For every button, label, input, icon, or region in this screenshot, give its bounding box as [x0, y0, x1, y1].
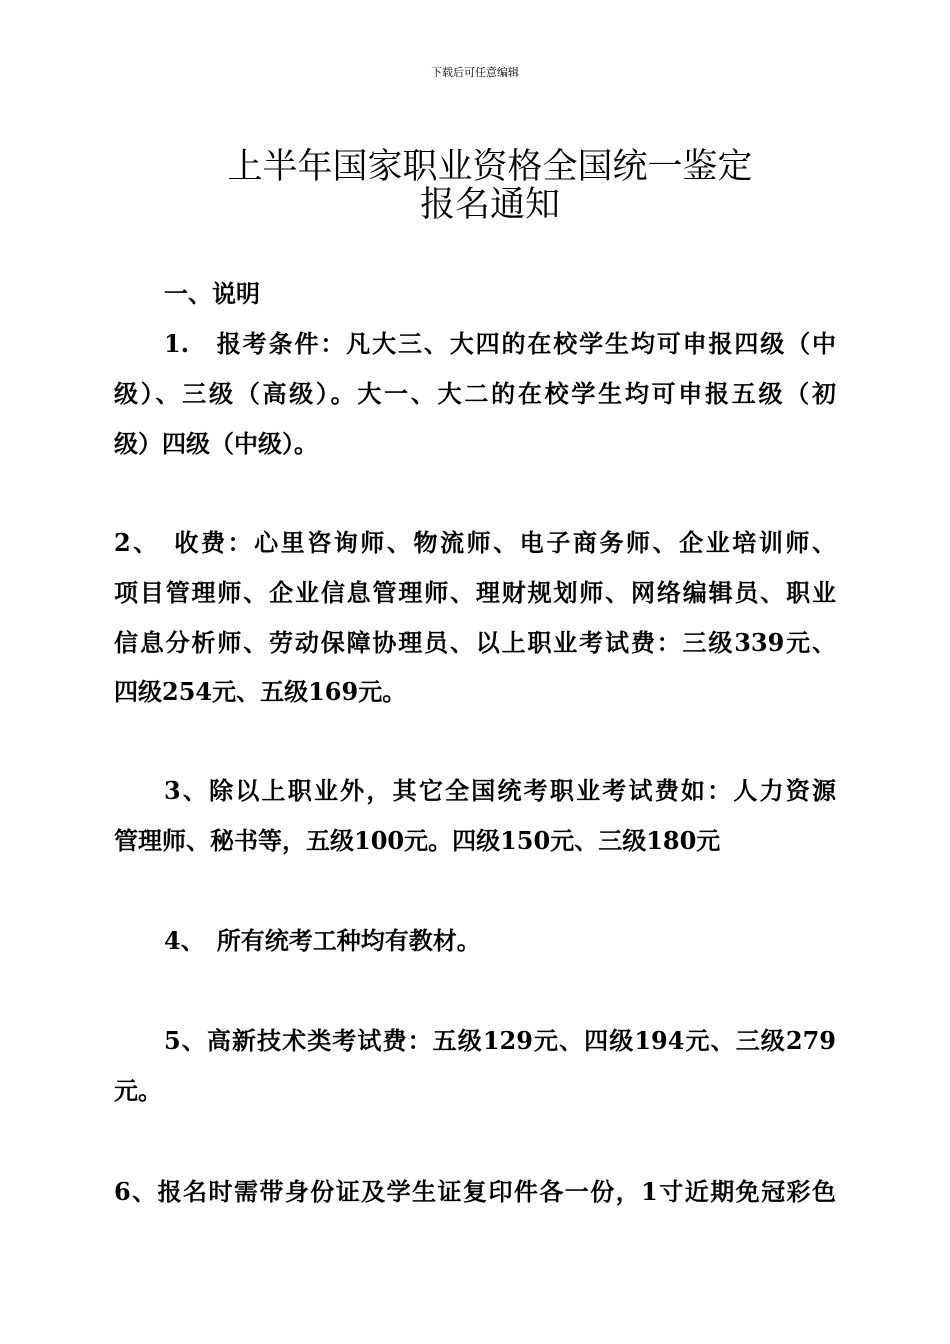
- item-5-line-2: 元。: [114, 1076, 162, 1105]
- item-1-line-2: 级）、三级（高级）。大一、大二的在校学生均可申报五级（初: [114, 379, 836, 408]
- item-2-line-1: 2、 收费：心里咨询师、物流师、电子商务师、企业培训师、: [114, 528, 836, 557]
- item-4-line-1: 4、 所有统考工种均有教材。: [164, 926, 481, 955]
- section-heading: 一、说明: [164, 279, 260, 308]
- header-note: 下载后可任意编辑: [431, 66, 519, 79]
- item-2-line-2: 项目管理师、企业信息管理师、理财规划师、网络编辑员、职业: [114, 578, 836, 607]
- item-1-line-1: 1. 报考条件：凡大三、大四的在校学生均可申报四级（中: [164, 329, 836, 358]
- title-line-2: 报名通知: [419, 185, 560, 225]
- title-line-1: 上半年国家职业资格全国统一鉴定: [227, 147, 753, 187]
- item-6-line-1: 6、报名时需带身份证及学生证复印件各一份，1寸近期免冠彩色: [114, 1177, 836, 1206]
- item-5-line-1: 5、高新技术类考试费：五级129元、四级194元、三级279: [164, 1026, 836, 1055]
- item-2-line-3: 信息分析师、劳动保障协理员、以上职业考试费：三级339元、: [114, 628, 836, 657]
- item-3-line-1: 3、除以上职业外，其它全国统考职业考试费如：人力资源: [164, 776, 836, 805]
- item-2-line-4: 四级254元、五级169元。: [114, 677, 407, 706]
- item-3-line-2: 管理师、秘书等，五级100元。四级150元、三级180元: [114, 826, 721, 855]
- item-1-line-3: 级）四级（中级）。: [114, 429, 318, 458]
- page-title: [0, 148, 950, 224]
